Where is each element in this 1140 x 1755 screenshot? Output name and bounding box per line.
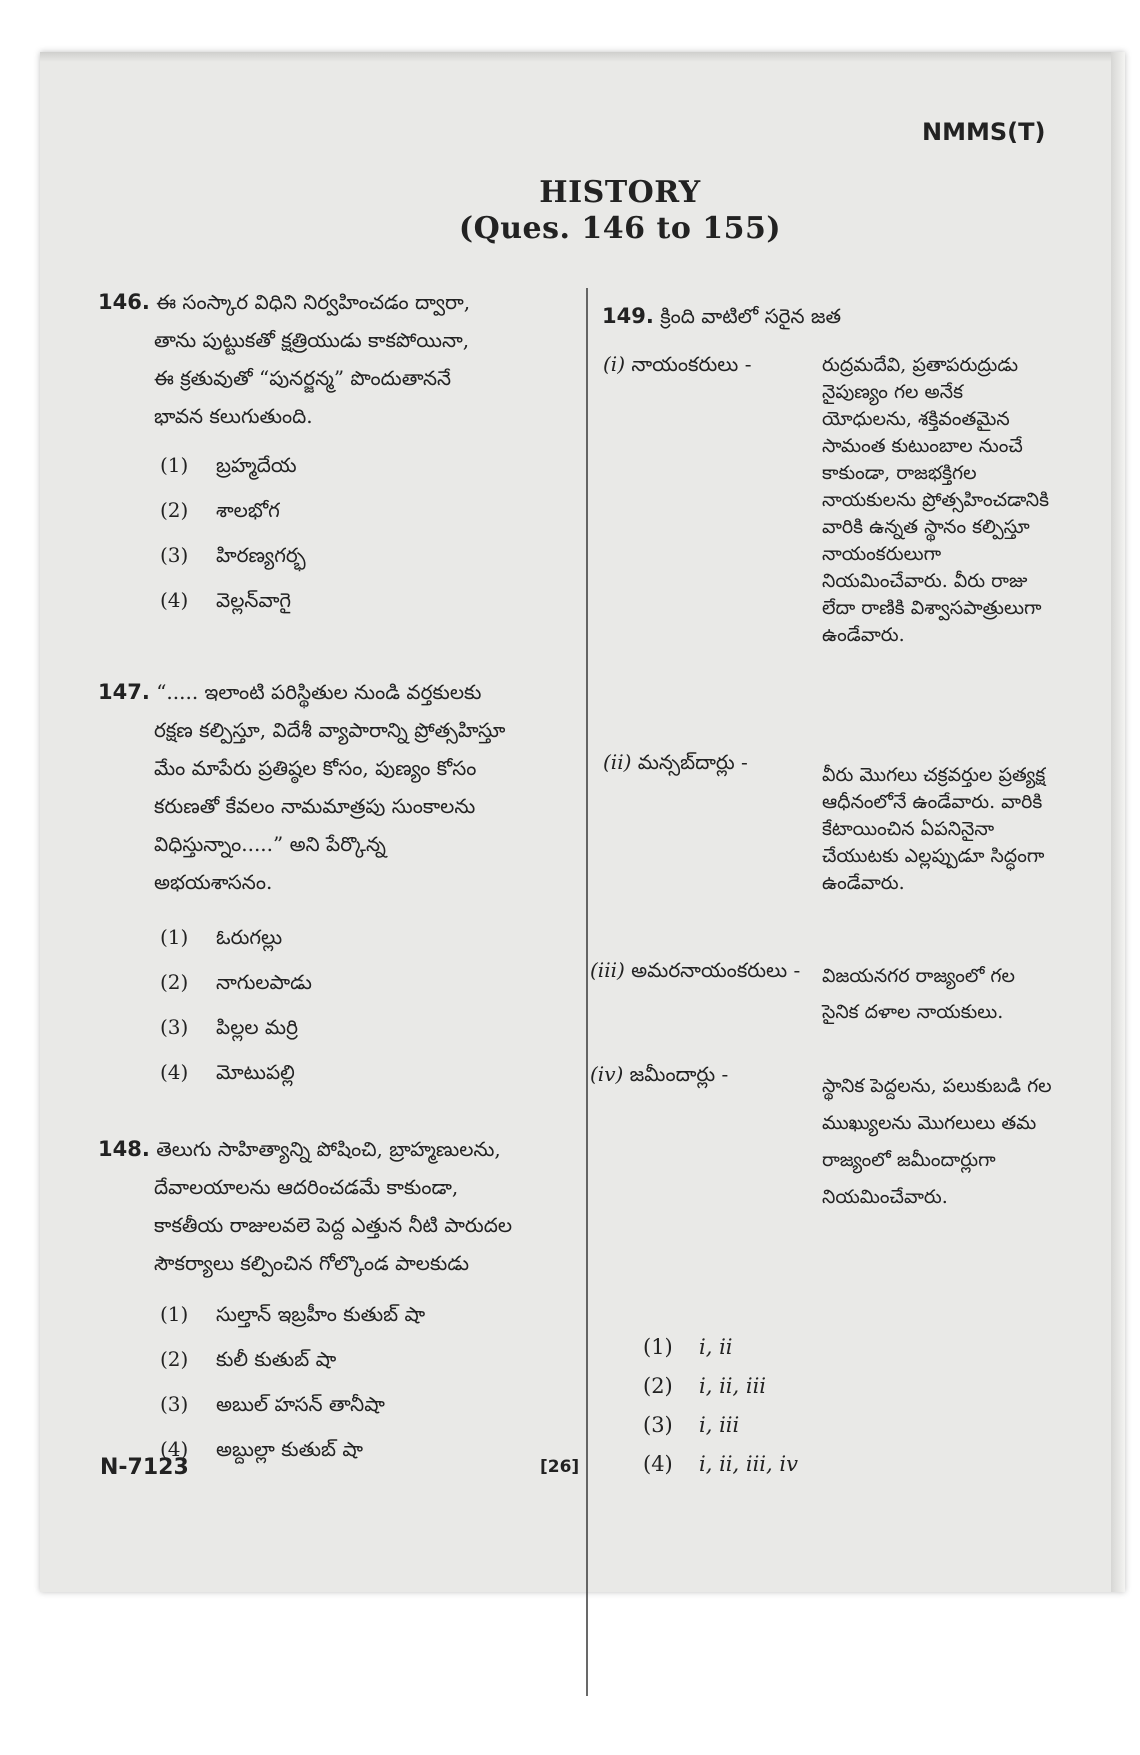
option[interactable]: (4) i, ii, iii, iv (643, 1452, 798, 1476)
page-number: [26] (540, 1457, 580, 1477)
option[interactable]: (3) i, iii (643, 1413, 740, 1437)
pair-label-iii: (iii) అమరనాయంకరులు - (590, 958, 801, 982)
question-147 (98, 673, 576, 901)
page-top-edge (40, 52, 1125, 62)
pair-desc-ii: వీరు మొగలు చక్రవర్తుల ప్రత్యక్ష ఆధీనంలోనే ఉండేవారు. వారికి కేటాయించిన ఏపనినైనా చేయుటకు ఎల్లప్పుడూ సిద్ధంగా ఉండేవారు. (822, 764, 1046, 894)
question-number: 147. (98, 680, 150, 704)
option[interactable]: (4) మోటుపల్లి (160, 1060, 295, 1084)
question-148-line: దేవాలయాలను ఆదరించడమే కాకుండా, (154, 1175, 459, 1199)
question-146 (98, 283, 576, 435)
question-number: 146. (98, 290, 150, 314)
page-right-edge (1111, 52, 1125, 1592)
question-146-line: ఈ క్రతువుతో “పునర్జన్మ” పొందుతాననే (154, 366, 452, 390)
option[interactable]: (3) హిరణ్యగర్భ (160, 543, 306, 567)
option[interactable]: (2) i, ii, iii (643, 1374, 766, 1398)
pair-desc-i: రుద్రమదేవి, ప్రతాపరుద్రుడు నైపుణ్యం గల అనేక యోధులను, శక్తివంతమైన సామంత కుటుంబాల నుంచే కాకుండా, రాజభక్తిగల నాయకులను ప్రోత్సహించడానికి వారికి ఉన్నత స్థానం కల్పిస్తూ నాయంకరులుగా నియమించేవారు. వీరు రాజు లేదా రాణికి విశ్వాసపాత్రులుగా ఉండేవారు. (822, 354, 1050, 646)
option[interactable]: (1) ఓరుగల్లు (160, 925, 283, 949)
section-heading: HISTORY (539, 175, 701, 210)
question-number: 149. (602, 304, 654, 328)
option[interactable]: (2) కులీ కుతుబ్ షా (160, 1347, 337, 1371)
question-149-stem: క్రింది వాటిలో సరైన జత (660, 304, 842, 328)
option[interactable]: (2) శాలభోగ (160, 498, 280, 522)
booklet-code: N-7123 (100, 1455, 189, 1480)
option[interactable]: (4) అబ్దుల్లా కుతుబ్ షా (160, 1437, 364, 1461)
question-146-options (160, 443, 306, 623)
option[interactable]: (1) బ్రహ్మదేయ (160, 453, 297, 477)
pair-label-iv: (iv) జమీందార్లు - (590, 1062, 729, 1086)
question-147-options (160, 915, 312, 1095)
question-148-options (160, 1292, 425, 1472)
question-148-line: కాకతీయ రాజులవలె పెద్ద ఎత్తున నీటి పారుదల (154, 1213, 513, 1237)
option[interactable]: (1) i, ii (643, 1335, 733, 1359)
question-147-line: 147. “..... ఇలాంటి పరిస్థితుల నుండి వర్తకులకు (98, 680, 482, 704)
exam-code: NMMS(T) (922, 118, 1046, 146)
option[interactable]: (3) అబుల్ హసన్ తానీషా (160, 1392, 385, 1416)
question-148-line: 148. తెలుగు సాహిత్యాన్ని పోషించి, బ్రాహ్మణులను, (98, 1137, 501, 1161)
question-number: 148. (98, 1137, 150, 1161)
question-147-line: రక్షణ కల్పిస్తూ, విదేశీ వ్యాపారాన్ని ప్రోత్సహిస్తూ (154, 718, 506, 742)
question-146-line: తాను పుట్టుకతో క్షత్రియుడు కాకపోయినా, (154, 328, 470, 352)
question-146-line: 146. ఈ సంస్కార విధిని నిర్వహించడం ద్వారా, (98, 290, 471, 314)
pair-desc-iv: స్థానిక పెద్దలను, పలుకుబడి గల ముఖ్యులను మొగలులు తమ రాజ్యంలో జమీందార్లుగా నియమించేవారు. (822, 1075, 1052, 1208)
column-divider (586, 288, 588, 1696)
section-title (420, 175, 820, 247)
pair-desc-iii: విజయనగర రాజ్యంలో గల సైనిక దళాల నాయకులు. (822, 965, 1015, 1023)
pair-label-i: (i) నాయంకరులు - (603, 352, 752, 376)
question-146-line: భావన కలుగుతుంది. (154, 404, 313, 428)
option[interactable]: (3) పిల్లల మర్రి (160, 1015, 298, 1039)
question-149 (602, 297, 1082, 335)
question-149-options (643, 1328, 798, 1484)
pair-label-ii: (ii) మన్సబ్‌దార్లు - (603, 750, 748, 774)
option[interactable]: (1) సుల్తాన్ ఇబ్రహీం కుతుబ్ షా (160, 1302, 426, 1326)
question-147-line: మేం మాపేరు ప్రతిష్ఠల కోసం, పుణ్యం కోసం (154, 756, 477, 780)
option[interactable]: (4) వెల్లన్‌వాగై (160, 588, 292, 612)
question-147-line: అభయశాసనం. (154, 870, 273, 894)
section-range: (Ques. 146 to 155) (458, 211, 782, 246)
question-147-line: కరుణతో కేవలం నామమాత్రపు సుంకాలను (154, 794, 476, 818)
question-148 (98, 1130, 576, 1282)
question-148-line: సౌకర్యాలు కల్పించిన గోల్కొండ పాలకుడు (154, 1251, 470, 1275)
option[interactable]: (2) నాగులపాడు (160, 970, 312, 994)
question-147-line: విధిస్తున్నాం.....” అని పేర్కొన్న (154, 832, 386, 856)
